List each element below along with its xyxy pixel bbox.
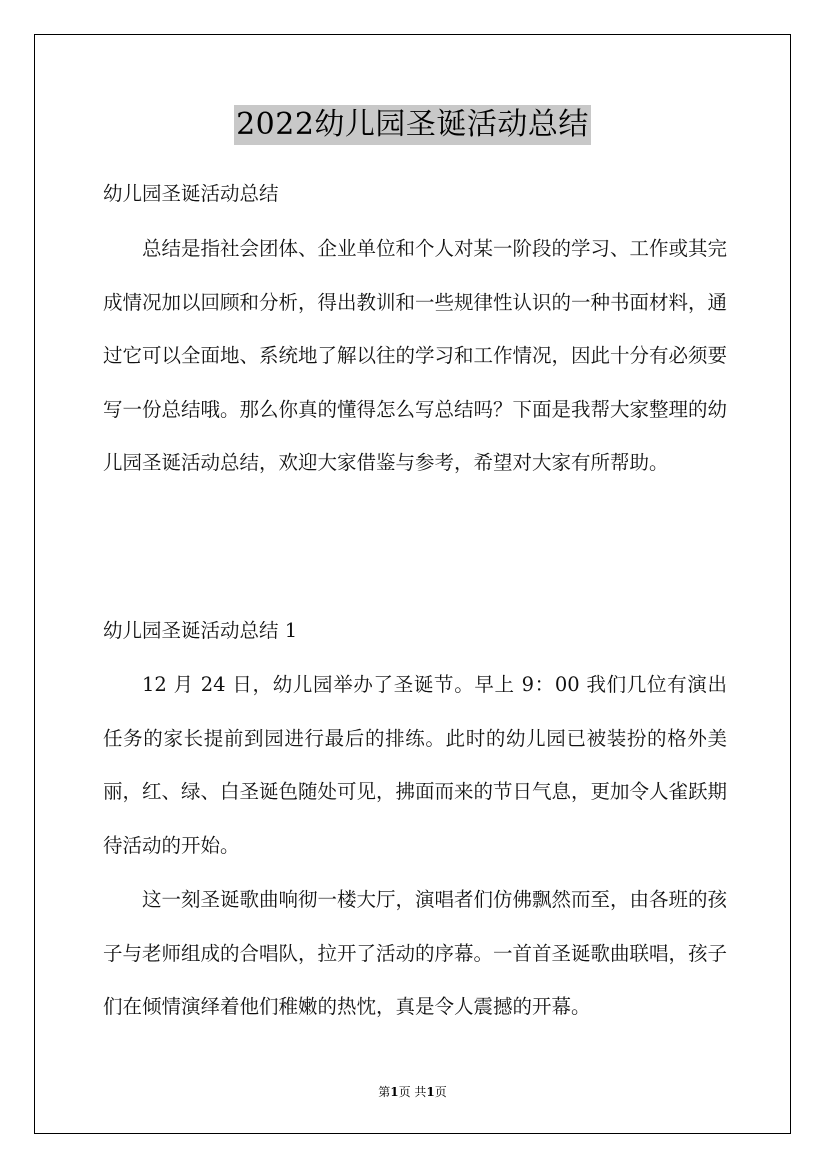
section-paragraph-1: 12 月 24 日，幼儿园举办了圣诞节。早上 9：00 我们几位有演出任务的家长提前到园进行最后的排练。此时的幼儿园已被装扮的格外美丽，红、绿、白圣诞色随处可见，拂面而来的节日气息，更加令人雀跃期待活动的开始。 [103,673,728,857]
page-footer [35,1083,790,1100]
footer-page-mid: 页 共 [398,1085,427,1099]
document-subtitle: 幼儿园圣诞活动总结 [103,182,279,205]
footer-total-pages: 1 [426,1085,435,1099]
section-paragraph-2: 这一刻圣诞歌曲响彻一楼大厅，演唱者们仿佛飘然而至，由各班的孩子与老师组成的合唱队，拉开了活动的序幕。一首首圣诞歌曲联唱，孩子们在倾情演绎着他们稚嫩的热忱，真是令人震撼的开幕。 [103,888,728,1018]
footer-page-prefix: 第 [378,1085,391,1099]
document-title: 2022幼儿园圣诞活动总结 [234,105,591,145]
document-page [34,34,791,1134]
title-container [35,105,790,145]
section-heading: 幼儿园圣诞活动总结 1 [103,619,298,642]
footer-page-number: 1 [390,1085,399,1099]
footer-page-suffix: 页 [434,1085,447,1099]
intro-paragraph: 总结是指社会团体、企业单位和个人对某一阶段的学习、工作或其完成情况加以回顾和分析，得出教训和一些规律性认识的一种书面材料，通过它可以全面地、系统地了解以往的学习和工作情况，因此十分有必须要写一份总结哦。那么你真的懂得怎么写总结吗？下面是我帮大家整理的幼儿园圣诞活动总结，欢迎大家借鉴与参考，希望对大家有所帮助。 [103,237,728,474]
